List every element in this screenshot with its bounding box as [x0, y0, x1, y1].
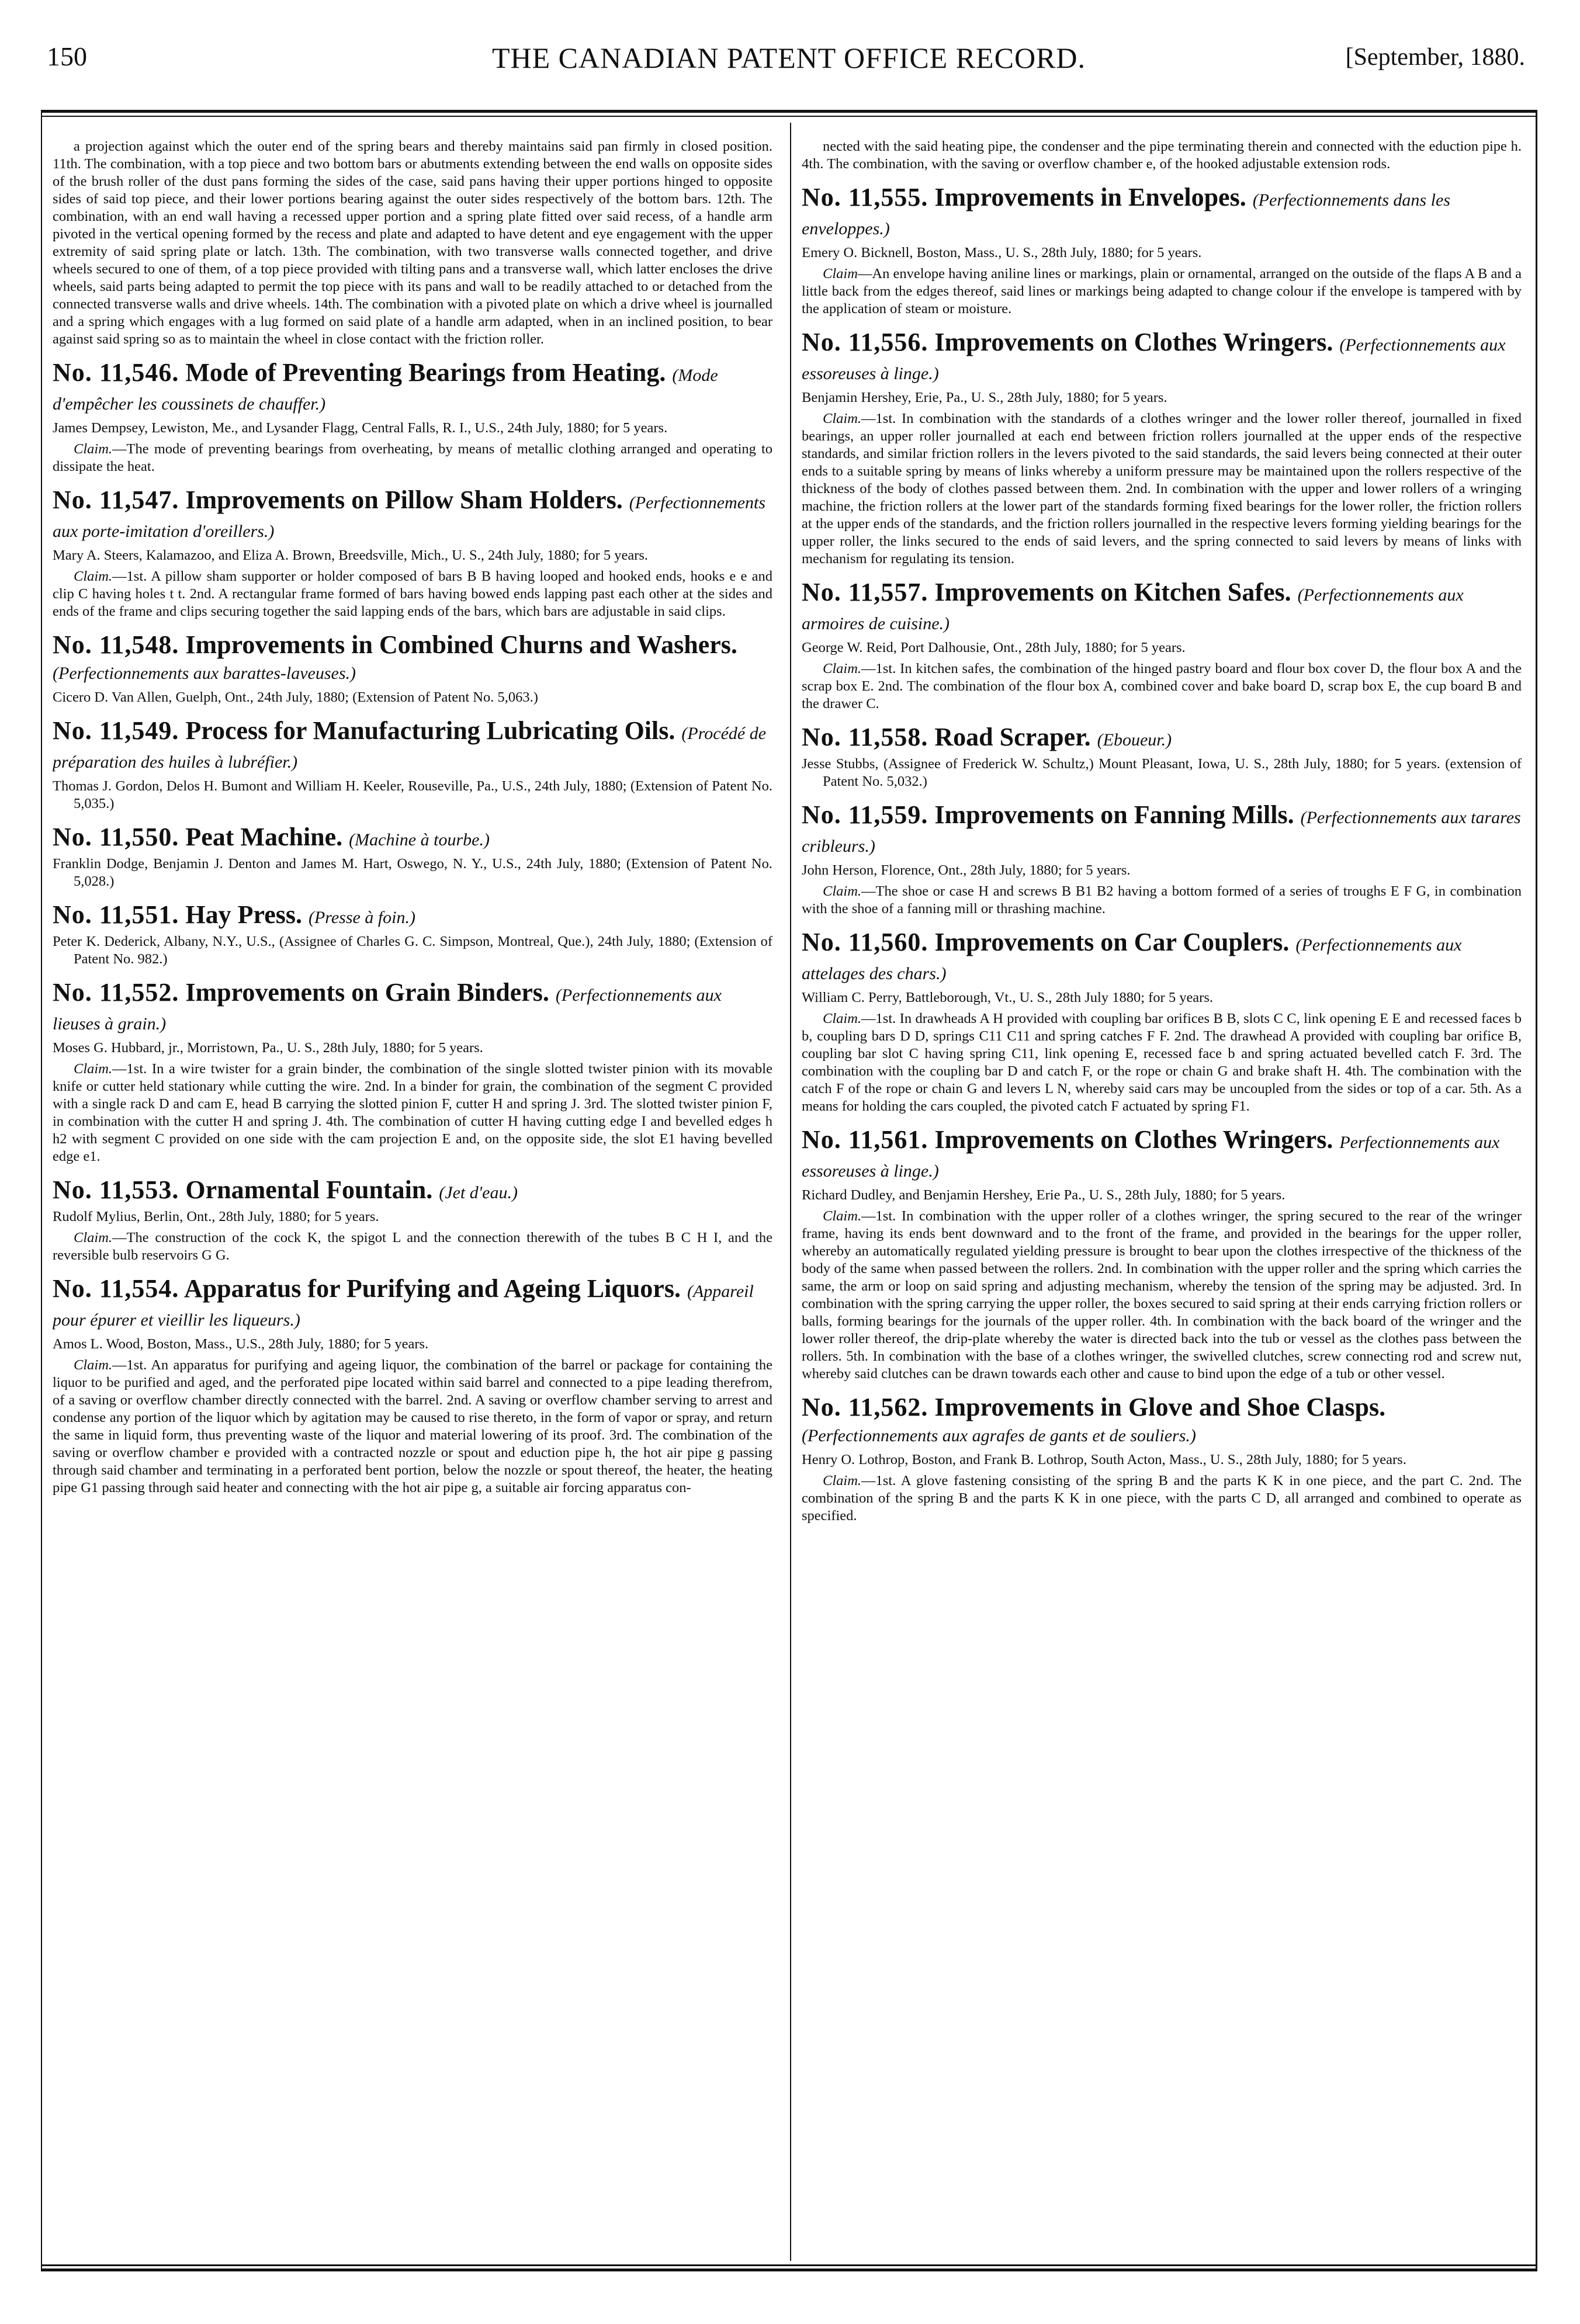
patent-inventor: Thomas J. Gordon, Delos H. Bumont and William H. Keeler, Rouseville, Pa., U.S., 24th July, 1880; (Extension of Patent No. 5,035.)	[53, 778, 772, 811]
patent-title-french: (Mode d'empêcher les coussinets de chauffer.)	[53, 366, 718, 414]
patent-number: No. 11,549.	[53, 716, 179, 745]
page-number: 150	[47, 41, 87, 71]
patent-number: No. 11,556.	[802, 328, 928, 356]
patent-claim	[53, 568, 772, 620]
patent-inventor: Franklin Dodge, Benjamin J. Denton and James M. Hart, Oswego, N. Y., U.S., 24th July, 1880; (Extension of Patent No. 5,028.)	[53, 856, 772, 889]
patent-title: Improvements on Kitchen Safes.	[934, 578, 1291, 606]
bottom-rule-thin	[41, 2264, 1537, 2266]
patent-title-french: Perfectionnements aux essoreuses à linge.)	[802, 1133, 1500, 1181]
patent-number: No. 11,548.	[53, 630, 179, 659]
patent-title-french: (Perfectionnements dans les enveloppes.)	[802, 190, 1450, 238]
page-header	[41, 41, 1537, 82]
patent-title: Improvements in Envelopes.	[934, 183, 1246, 211]
patent-heading	[53, 360, 772, 417]
patent-inventor: Rudolf Mylius, Berlin, Ont., 28th July, 1880; for 5 years.	[53, 1209, 379, 1225]
patent-number: No. 11,557.	[802, 578, 928, 606]
claim-text: —1st. In drawheads A H provided with coupling bar orifices B B, slots C C, link opening E E and recessed faces b b, coupling bars D D, springs C11 C11 and spring catches F F. 2nd. The drawhead A provided with coupling bar orifice B, coupling bar slot C having spring C11, link opening E, recessed face b and spring actuated bevelled catch F. 3rd. The combination with the coupling bar D and catch F, or the rope or chain G and brake shaft H. 4th. The combination with the catch F of the rope or chain G and levers L N, whereby said cars may be uncoupled from the sides or top of a car. 5th. As a means for holding the cars coupled, the pivoted catch F actuated by spring F1.	[802, 1011, 1522, 1114]
patent-heading	[802, 802, 1522, 859]
claim-text: —1st. A pillow sham supporter or holder composed of bars B B having looped and hooked ends, hooks e e and clip C having holes t t. 2nd. A rectangular frame formed of bars having bowed ends lapping past each other at the sides and ends of the frame and clips securing together the said lapping ends of the bars, which bars are adjustable in said clips.	[53, 568, 772, 619]
patent-title-french: (Presse à foin.)	[308, 908, 416, 927]
patent-entry	[53, 718, 772, 813]
claim-label: Claim.	[74, 1230, 113, 1246]
patent-inventor: Moses G. Hubbard, jr., Morristown, Pa., U. S., 28th July, 1880; for 5 years.	[53, 1040, 483, 1056]
patent-title-french: (Perfectionnements aux agrafes de gants et de souliers.)	[802, 1426, 1196, 1445]
patent-title-french: (Perfectionnements aux armoires de cuisine.)	[802, 585, 1464, 633]
patent-heading	[802, 1395, 1522, 1449]
patent-claim	[802, 660, 1522, 713]
patent-number: No. 11,555.	[802, 183, 928, 211]
patent-number: No. 11,562.	[802, 1393, 928, 1421]
patent-heading	[53, 632, 772, 686]
patent-heading	[802, 929, 1522, 987]
claim-label: Claim.	[823, 411, 862, 426]
patent-inventor: Jesse Stubbs, (Assignee of Frederick W. Schultz,) Mount Pleasant, Iowa, U. S., 28th July, 1880; for 5 years. (extension of Patent No. 5,032.)	[802, 756, 1522, 789]
right-column	[802, 138, 1522, 2259]
claim-text: —1st. In combination with the upper roller of a clothes wringer, the spring secured to the rear of the wringer frame, having its ends bent downward and to the front of the frame, and provided in the bearings for the upper roller, whereby an automatically regulated yielding pressure is brought to bear upon the clothes irrespective of the thickness of the body of the same when passed between the rollers. 2nd. In combination with the upper roller and the spring which carries the same, the arm or loop on said spring and adjusting mechanism, whereby the tension of the spring may be adjusted. 3rd. In combination with the spring carrying the upper roller, the boxes secured to said spring at their ends carrying friction rollers or balls, forming bearings for the journals of the upper roller. 4th. In combination with the back board of the wringer and the lower roller thereof, the drip-plate whereby the water is directed back into the tub or vessel as the clothes pass between the rollers. 5th. In combination with the base of a clothes wringer, the swivelled clutches, screw connecting rod and screw nut, whereby said clutches can be drawn towards each other and cause to bind upon the edge of a tub or other vessel.	[802, 1208, 1522, 1382]
patent-claim	[53, 1229, 772, 1264]
patent-number: No. 11,547.	[53, 485, 179, 514]
left-border	[41, 110, 42, 2271]
claim-text: —1st. In combination with the standards of a clothes wringer and the lower roller thereof, journalled in fixed bearings, an upper roller journalled at each end between friction rollers journalled at the upper ends of the respective standards, and similar friction rollers in the levers pivoted to the said standards, the said levers being connected at their outer ends to a suitable spring by means of links whereby a uniform pressure may be maintained upon the rollers respective of the thickness of the body of clothes passed between them. 2nd. In combination with the upper and lower rollers of a wringing machine, the friction rollers at the lower part of the standards forming fixed bearings for the lower roller, the friction rollers at the upper ends of the standards, and the friction rollers journalled in the respective levers forming yielding bearings for the upper roller, the links secured to the ends of said levers, and the spring connected to said levers by means of links with mechanism for regulating its tension.	[802, 411, 1522, 567]
claim-label: Claim.	[823, 1011, 862, 1026]
claim-label: Claim.	[823, 883, 862, 899]
patent-inventor: William C. Perry, Battleborough, Vt., U. S., 28th July 1880; for 5 years.	[802, 990, 1214, 1005]
claim-label: Claim	[823, 266, 858, 282]
claim-text: —1st. In a wire twister for a grain binder, the combination of the single slotted twister pinion with its movable knife or cutter held stationary while cutting the wire. 2nd. In a binder for grain, the combination of the segment C provided with a single rack D and cam E, head B carrying the slotted pinion F, cutter H and spring J. 3rd. The slotted twister pinion F, in combination with the cutter H and spring J. 4th. The combination of cutter H having cutting edge I and bevelled edges h h2 with segment C provided on one side with the cam projection E and, on the opposite side, the slot E1 having bevelled edge e1.	[53, 1061, 772, 1164]
patent-inventor: John Herson, Florence, Ont., 28th July, 1880; for 5 years.	[802, 862, 1131, 878]
patent-heading	[802, 329, 1522, 387]
patent-title-french: (Perfectionnements aux barattes-laveuses.)	[53, 664, 356, 683]
claim-text: —1st. A glove fastening consisting of the spring B and the parts K K in one piece, and the part C. 2nd. The combination of the spring B and the parts K K in one piece, with the parts C D, all arranged and combined to operate as specified.	[802, 1473, 1522, 1524]
top-rule	[41, 110, 1537, 113]
patent-entry	[53, 902, 772, 968]
patent-title: Hay Press.	[185, 900, 302, 929]
patent-claim	[802, 410, 1522, 568]
patent-title-french: (Perfectionnements aux tarares cribleurs.)	[802, 808, 1521, 856]
patent-inventor: Mary A. Steers, Kalamazoo, and Eliza A. Brown, Breedsville, Mich., U. S., 24th July, 1880; for 5 years.	[53, 547, 649, 563]
patent-number: No. 11,546.	[53, 358, 179, 387]
issue-date: [September, 1880.	[1345, 44, 1525, 71]
patent-entries	[802, 185, 1522, 1525]
patent-claim	[802, 265, 1522, 318]
page-title: THE CANADIAN PATENT OFFICE RECORD.	[491, 41, 1086, 74]
patent-number: No. 11,559.	[802, 800, 928, 829]
patent-number: No. 11,552.	[53, 978, 179, 1007]
patent-heading	[53, 1276, 772, 1333]
patent-title: Improvements on Grain Binders.	[185, 978, 549, 1007]
patent-heading	[53, 718, 772, 775]
patent-claim	[53, 1357, 772, 1497]
patent-entry	[53, 487, 772, 620]
patent-number: No. 11,551.	[53, 900, 179, 929]
patent-title: Improvements in Glove and Shoe Clasps.	[934, 1393, 1386, 1421]
patent-title: Improvements on Car Couplers.	[934, 928, 1290, 956]
claim-text: —The mode of preventing bearings from overheating, by means of metallic clothing arranged and operating to dissipate the heat.	[53, 441, 772, 474]
patent-entry	[802, 1127, 1522, 1383]
patent-inventor: James Dempsey, Lewiston, Me., and Lysander Flagg, Central Falls, R. I., U.S., 24th July, 1880; for 5 years.	[53, 420, 668, 436]
patent-title-french: (Perfectionnements aux attelages des chars.)	[802, 935, 1462, 983]
patent-entry	[53, 1177, 772, 1264]
continuation-text: nected with the said heating pipe, the condenser and the pipe terminating therein and connected with the eduction pipe h. 4th. The combination, with the saving or overflow chamber e, of the hooked adjustable extension rods.	[802, 138, 1522, 172]
patent-entry	[802, 580, 1522, 713]
patent-inventor: George W. Reid, Port Dalhousie, Ont., 28th July, 1880; for 5 years.	[802, 640, 1186, 655]
patent-title: Improvements on Clothes Wringers.	[934, 1125, 1333, 1154]
column-divider	[790, 123, 791, 2261]
claim-label: Claim.	[74, 1061, 113, 1077]
patent-entry	[53, 980, 772, 1166]
patent-number: No. 11,561.	[802, 1125, 928, 1154]
patent-heading	[802, 1127, 1522, 1184]
top-rule-thin	[41, 116, 1537, 117]
patent-title: Road Scraper.	[934, 723, 1091, 751]
patent-title: Mode of Preventing Bearings from Heating.	[185, 358, 666, 387]
patent-title: Improvements on Fanning Mills.	[934, 800, 1294, 829]
patent-title: Improvements in Combined Churns and Washers.	[185, 630, 737, 659]
patent-inventor: Henry O. Lothrop, Boston, and Frank B. Lothrop, South Acton, Mass., U. S., 28th July, 1880; for 5 years.	[802, 1452, 1406, 1468]
patent-entry	[802, 329, 1522, 568]
patent-heading	[53, 824, 772, 853]
patent-heading	[802, 580, 1522, 637]
patent-number: No. 11,558.	[802, 723, 928, 751]
claim-text: —The construction of the cock K, the spigot L and the connection therewith of the tubes B C H I, and the reversible bulb reservoirs G G.	[53, 1230, 772, 1263]
patent-number: No. 11,550.	[53, 823, 179, 851]
claim-text: —An envelope having aniline lines or markings, plain or ornamental, arranged on the outside of the flaps A B and a little back from the edges thereof, said lines or markings being adapted to change colour if the envelope is tampered with by the application of steam or moisture.	[802, 266, 1522, 317]
patent-entry	[802, 185, 1522, 318]
claim-label: Claim.	[823, 661, 862, 677]
patent-inventor: Emery O. Bicknell, Boston, Mass., U. S., 28th July, 1880; for 5 years.	[802, 245, 1202, 261]
patent-entry	[53, 824, 772, 890]
patent-entry	[802, 724, 1522, 790]
bottom-rule	[41, 2268, 1537, 2271]
patent-title-french: (Jet d'eau.)	[439, 1183, 518, 1202]
left-column	[53, 138, 772, 2259]
patent-entry	[53, 360, 772, 476]
patent-title-french: (Eboueur.)	[1097, 730, 1172, 750]
claim-label: Claim.	[823, 1208, 862, 1224]
patent-entry	[53, 632, 772, 706]
claim-label: Claim.	[823, 1473, 862, 1489]
patent-heading	[802, 724, 1522, 753]
patent-claim	[53, 440, 772, 476]
patent-title-french: (Perfectionnements aux lieuses à grain.)	[53, 986, 722, 1033]
patent-title: Peat Machine.	[185, 823, 343, 851]
patent-title-french: (Perfectionnements aux essoreuses à linge.)	[802, 335, 1506, 383]
claim-label: Claim.	[74, 441, 113, 457]
patent-number: No. 11,553.	[53, 1175, 179, 1204]
patent-title: Improvements on Clothes Wringers.	[934, 328, 1333, 356]
patent-inventor: Peter K. Dederick, Albany, N.Y., U.S., (Assignee of Charles G. C. Simpson, Montreal, Que.), 24th July, 1880; (Extension of Patent No. 982.)	[53, 934, 772, 967]
continuation-text: a projection against which the outer end of the spring bears and thereby maintains said pan firmly in closed position. 11th. The combination, with a top piece and two bottom bars or abutments extending between the end walls on opposite sides of the brush roller of the dust pans forming the sides of the case, said pans having their upper portions hinged to opposite sides of said top piece, and their lower portions bearing against the outer sides respectively of the bottom bars. 12th. The combination, with an end wall having a recessed upper portion and a spring plate fitted over said recess, of a handle arm pivoted in the vertical opening formed by the recess and plate and adapted to have detent and eye engagement with the upper extremity of said spring plate or latch. 13th. The combination, with two transverse walls connected together, and drive wheels secured to one of them, of a top piece provided with tilting pans and a transverse wall, which latter encloses the drive wheels, said parts being adapted to permit the top piece with its pans and wall to be readily attached to or detached from the connected transverse walls and drive wheels. 14th. The combination with a pivoted plate on which a drive wheel is journalled and a spring which engages with a lug formed on said plate of a handle arm adapted, when in an inclined position, to bear against said spring so as to maintain the wheel in close contact with the friction roller.	[53, 138, 772, 347]
claim-label: Claim.	[74, 568, 113, 584]
patent-title-french: (Perfectionnements aux porte-imitation d'oreillers.)	[53, 493, 766, 541]
patent-heading	[53, 980, 772, 1037]
patent-heading	[53, 1177, 772, 1206]
patent-title-french: (Appareil pour épurer et vieillir les liqueurs.)	[53, 1282, 754, 1330]
patent-heading	[53, 487, 772, 544]
patent-entry	[53, 1276, 772, 1497]
patent-claim	[802, 1208, 1522, 1383]
patent-inventor: Amos L. Wood, Boston, Mass., U.S., 28th July, 1880; for 5 years.	[53, 1336, 429, 1352]
patent-entries	[53, 360, 772, 1497]
claim-text: —1st. An apparatus for purifying and ageing liquor, the combination of the barrel or package for containing the liquor to be purified and aged, and the perforated pipe located within said barrel and connected to a pipe leading therefrom, of a saving or overflow chamber directly connected with the barrel. 2nd. A saving or overflow chamber serving to arrest and condense any portion of the liquor which by agitation may be caused to rise thereto, in the form of vapor or spray, and return the same in liquid form, thus preventing waste of the liquor and material lowering of its proof. 3rd. The combination of the saving or overflow chamber e provided with a contracted nozzle or spout and eduction pipe h, the hot air pipe g passing through said chamber and terminating in a perforated bent portion, below the nozzle or spout thereof, the heater, the heating pipe G1 passing through said heater and connecting with the hot air pipe g, a suitable air forcing apparatus con-	[53, 1357, 772, 1496]
patent-claim	[802, 1010, 1522, 1115]
patent-inventor: Cicero D. Van Allen, Guelph, Ont., 24th July, 1880; (Extension of Patent No. 5,063.)	[53, 689, 538, 705]
patent-heading	[802, 185, 1522, 242]
patent-heading	[53, 902, 772, 931]
patent-title: Ornamental Fountain.	[185, 1175, 433, 1204]
patent-claim	[802, 1472, 1522, 1525]
patent-entry	[802, 802, 1522, 918]
patent-inventor: Benjamin Hershey, Erie, Pa., U. S., 28th July, 1880; for 5 years.	[802, 390, 1167, 405]
patent-title: Apparatus for Purifying and Ageing Liquors.	[183, 1274, 681, 1303]
patent-inventor: Richard Dudley, and Benjamin Hershey, Erie Pa., U. S., 28th July, 1880; for 5 years.	[802, 1187, 1286, 1203]
patent-entry	[802, 929, 1522, 1115]
claim-label: Claim.	[74, 1357, 113, 1373]
claim-text: —1st. In kitchen safes, the combination of the hinged pastry board and flour box cover D, the flour box A and the scrap box E. 2nd. The combination of the flour box A, combined cover and bake board D, scrap box E, the cup board B and the drawer C.	[802, 661, 1522, 712]
patent-title-french: (Machine à tourbe.)	[349, 830, 490, 849]
patent-title: Improvements on Pillow Sham Holders.	[185, 485, 623, 514]
patent-title: Process for Manufacturing Lubricating Oils.	[185, 716, 675, 745]
claim-text: —The shoe or case H and screws B B1 B2 having a bottom formed of a series of troughs E F G, in combination with the shoe of a fanning mill or thrashing machine.	[802, 883, 1522, 917]
patent-number: No. 11,560.	[802, 928, 928, 956]
patent-claim	[53, 1060, 772, 1166]
patent-title-french: (Procédé de préparation des huiles à lubréfier.)	[53, 724, 767, 772]
patent-number: No. 11,554.	[53, 1274, 179, 1303]
patent-claim	[802, 883, 1522, 918]
right-border	[1536, 110, 1537, 2271]
patent-entry	[802, 1395, 1522, 1525]
